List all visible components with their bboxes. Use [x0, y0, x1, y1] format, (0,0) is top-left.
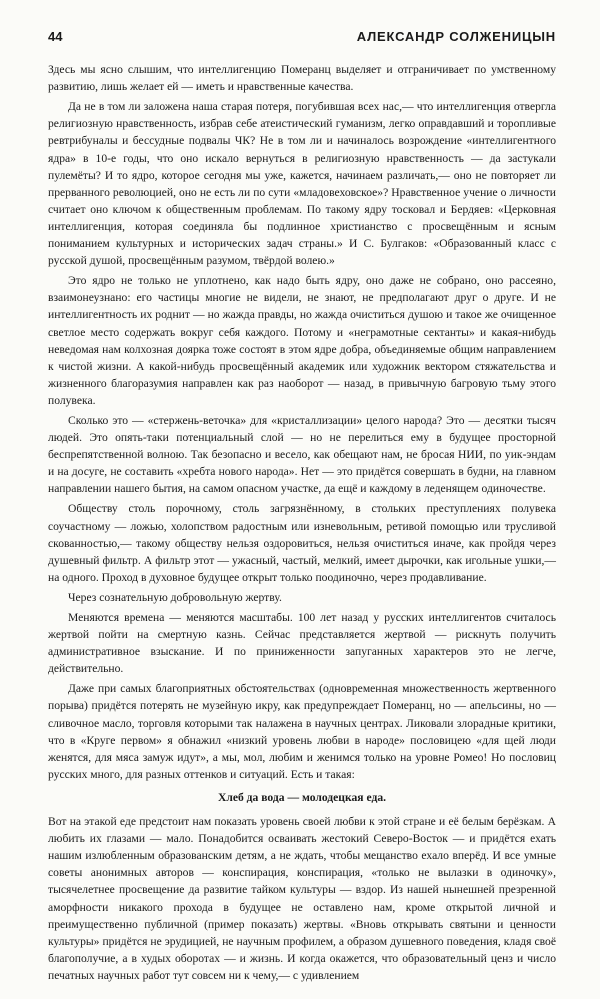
- running-head: АЛЕКСАНДР СОЛЖЕНИЦЫН: [356, 29, 556, 44]
- paragraph-8: Даже при самых благоприятных обстоятельствах (одновременная множественность жертвенного порыва) придётся потерять не музейную икру, как предупреждает Померанц, но — апельсины, но — сливочное масло, торговля которыми так налажена в научных центрах. Ликовали злорадные критики, что в «Круге первом» я обнажил «низкий уровень любви в народе» пословицею «для щей люди женятся, для мяса замуж идут», а мы, мол, любим и женимся только на уровне Ромео! Но пословиц русских много, для разных оттенков и ситуаций. Есть и такая:: [48, 682, 556, 781]
- paragraph-5: Обществу столь порочному, столь загрязнённому, в стольких преступлениях полувека соучастному — ложью, холопством радостным или изневольным, ретивой помощью или трусливой скованностью,— такому обществу нельзя оздоровиться, нельзя очиститься иначе, как пройдя через душевный фильтр. А фильтр этот — ужасный, частый, мелкий, имеет дырочки, как игольные ушки,— на одного. Проход в духовное будущее открыт только поодиночно, через продавливание.: [48, 502, 556, 584]
- page-header: [48, 28, 556, 45]
- paragraph-6: Через сознательную добровольную жертву.: [68, 590, 282, 604]
- paragraph-4: Сколько это — «стержень-веточка» для «кристаллизации» целого народа? Это — десятки тысяч людей. Это опять-таки потенциальный слой — но не перелиться ему в будущее просторной беспрепятственной волною. Так безопасно и весело, как обещают нам, не бросая НИИ, по уик-эндам и на досуге, не составить «хребта нового народа». Нет — это придётся совершать в будни, на главном направлении нашего бытия, на самом опасном участке, да ещё и каждому в леденящем одиночестве.: [48, 413, 556, 496]
- proverb-line: Хлеб да вода — молодецкая еда.: [217, 790, 387, 804]
- paragraph-1: Здесь мы ясно слышим, что интеллигенцию Померанц выделяет и отграничивает по умственному развитию, лишь желает ей — иметь и нравственные качества.: [48, 63, 556, 94]
- final-paragraph: Вот на этакой еде предстоит нам показать уровень своей любви к этой стране и её белым берёзкам. А любить их глазами — мало. Понадобится осваивать жестокий Северо-Восток — и придётся ехать нашим излюбленным образованским детям, а не ждать, чтобы мещанство ехало вперёд. И все умные советы анонимных авторов — конспирация, конспирация, «только не вылазки в одиночку», тысячелетнее просвещение да развитие тайком культуры — вздор. Из нашей нынешней презренной аморфности никакого прохода в будущее не оставлено нам, кроме открытой личной и преимущественно публичной (пример показать) жертвы. «Вновь открывать святыни и ценности культуры» придётся не эрудицией, не научным профилем, а образом душевного поведения, кладя своё благополучие, а в худых оборотах — и жизнь. И когда окажется, что образовательный ценз и число печатных научных работ тут совсем ни к чему,— с удивлением: [48, 815, 556, 982]
- body-text: [48, 61, 556, 984]
- paragraph-3: Это ядро не только не уплотнено, как надо быть ядру, оно даже не собрано, оно рассеяно, взаимонеузнано: его частицы многие не видели, не знают, не предполагают друг о друге. И не интеллигентность их роднит — но жажда правды, но жажда очиститься душою и такое же очищенное светлое место содержать вокруг себя каждого. Потому и «неграмотные сектанты» и какая-нибудь неведомая нам колхозная доярка тоже состоят в этом ядре добра, объединяемые общим направлением к чистой жизни. А какой-нибудь просвещённый академик или художник вектором стяжательства и жизненного благоразумия направлен как раз наоборот — назад, в привычную багровую тьму этого полувека.: [48, 274, 556, 407]
- paragraph-7: Меняются времена — меняются масштабы. 100 лет назад у русских интеллигентов считалось жертвой пойти на смертную казнь. Сейчас представляется жертвой — рискнуть получить административное взыскание. И по приниженности запуганных характеров это не легче, действительно.: [48, 611, 556, 676]
- paragraph-2: Да не в том ли заложена наша старая потеря, погубившая всех нас,— что интеллигенция отвергла религиозную нравственность, избрав себе атеистический гуманизм, легко оправдавший и торопливые ревтрибуналы и бессудные подвалы ЧК? Не в том ли и начиналось возрождение «интеллигентного ядра» в 10-е годы, что оно искало вернуться в религиозную нравственность — да застукали пулемёты? И то ядро, которое сегодня мы уже, кажется, начинаем различать,— оно не повторяет ли прерванного революцией, оно не есть ли по сути «младовеховское»? Нравственное учение о личности считает оно ключом к общественным проблемам. По такому ядру тосковал и Бердяев: «Церковная интеллигенция, которая соединяла бы подлинное христианство с просвещённым и ясным пониманием культурных и исторических задач страны.» И С. Булгаков: «Образованный класс с русской душой, просвещённым разумом, твёрдой волею.»: [48, 100, 556, 268]
- page-number: 44: [48, 29, 63, 44]
